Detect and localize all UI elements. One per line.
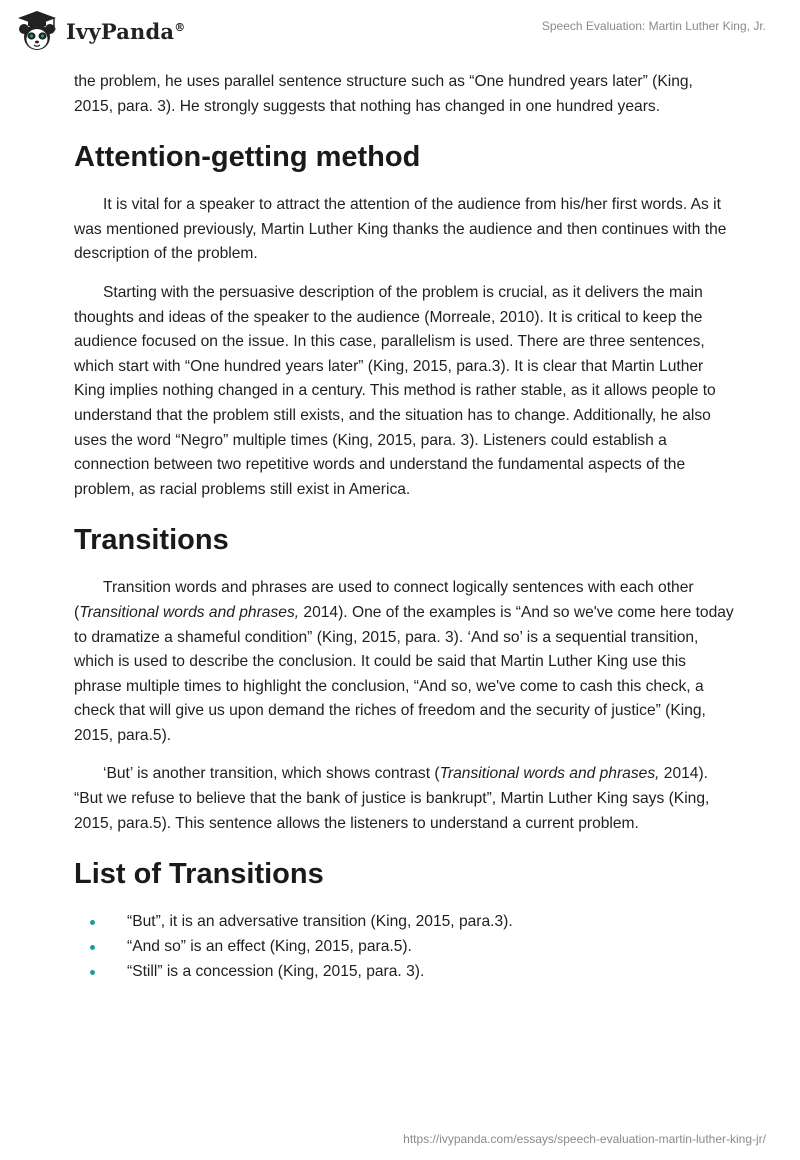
brand-name: IvyPanda® <box>66 18 186 44</box>
bullet-icon <box>90 920 95 925</box>
list-item: “But”, it is an adversative transition (King, 2015, para.3). <box>74 910 734 935</box>
brand-logo[interactable] <box>14 8 185 54</box>
paragraph: Starting with the persuasive description of the problem is crucial, as it delivers the main thoughts and ideas of the speaker to the audience (Morreale, 2010). It is critical to keep the audience focused on the issue. In this case, parallelism is used. There are three sentences, which start with “One hundred years later” (King, 2015, para.3). It is clear that Martin Luther King implies nothing changed in a century. This method is rather stable, as it allows people to understand that the problem still exists, and the situation has to change. Additionally, he also uses the word “Negro” multiple times (King, 2015, para. 3). Listeners could establish a connection between two repetitive words and understand the fundamental aspects of the problem, as racial problems still exist in America. <box>74 283 716 498</box>
bullet-icon <box>90 970 95 975</box>
document-title: Speech Evaluation: Martin Luther King, Jr. <box>541 19 766 33</box>
paragraph: Transition words and phrases are used to connect logically sentences with each other (Transitional words and phrases, 2014). One of the examples is “And so we've come here today to dramatize a shameful condition” (King, 2015, para. 3). ‘And so’ is a sequential transition, which is used to describe the conclusion. It could be said that Martin Luther King use this phrase multiple times to highlight the conclusion, “And so, we've come to cash this check, a check that will give us upon demand the riches of freedom and the security of justice” (King, 2015, para.5). <box>74 579 734 744</box>
essay-content <box>74 70 734 986</box>
paragraph: ‘But’ is another transition, which shows contrast (Transitional words and phrases, 2014). “But we refuse to believe that the bank of justice is bankrupt”, Martin Luther King says (King, 2015, para.5). This sentence allows the listeners to understand a current problem. <box>74 765 710 832</box>
page-header <box>0 0 800 62</box>
source-url[interactable]: https://ivypanda.com/essays/speech-evaluation-martin-luther-king-jr/ <box>403 1132 766 1146</box>
list-item: “Still” is a concession (King, 2015, para. 3). <box>74 960 734 985</box>
transitions-list <box>74 910 734 985</box>
list-item: “And so” is an effect (King, 2015, para.5). <box>74 935 734 960</box>
paragraph: It is vital for a speaker to attract the attention of the audience from his/her first words. As it was mentioned previously, Martin Luther King thanks the audience and then continues with the description of the problem. <box>74 196 727 263</box>
panda-graduate-icon <box>14 8 60 54</box>
section-heading-attention: Attention-getting method <box>74 141 421 174</box>
intro-paragraph: the problem, he uses parallel sentence structure such as “One hundred years later” (King, 2015, para. 3). He strongly suggests that nothing has changed in one hundred years. <box>74 73 693 115</box>
bullet-icon <box>90 945 95 950</box>
section-heading-list-of-transitions: List of Transitions <box>74 858 324 891</box>
section-heading-transitions: Transitions <box>74 524 229 557</box>
